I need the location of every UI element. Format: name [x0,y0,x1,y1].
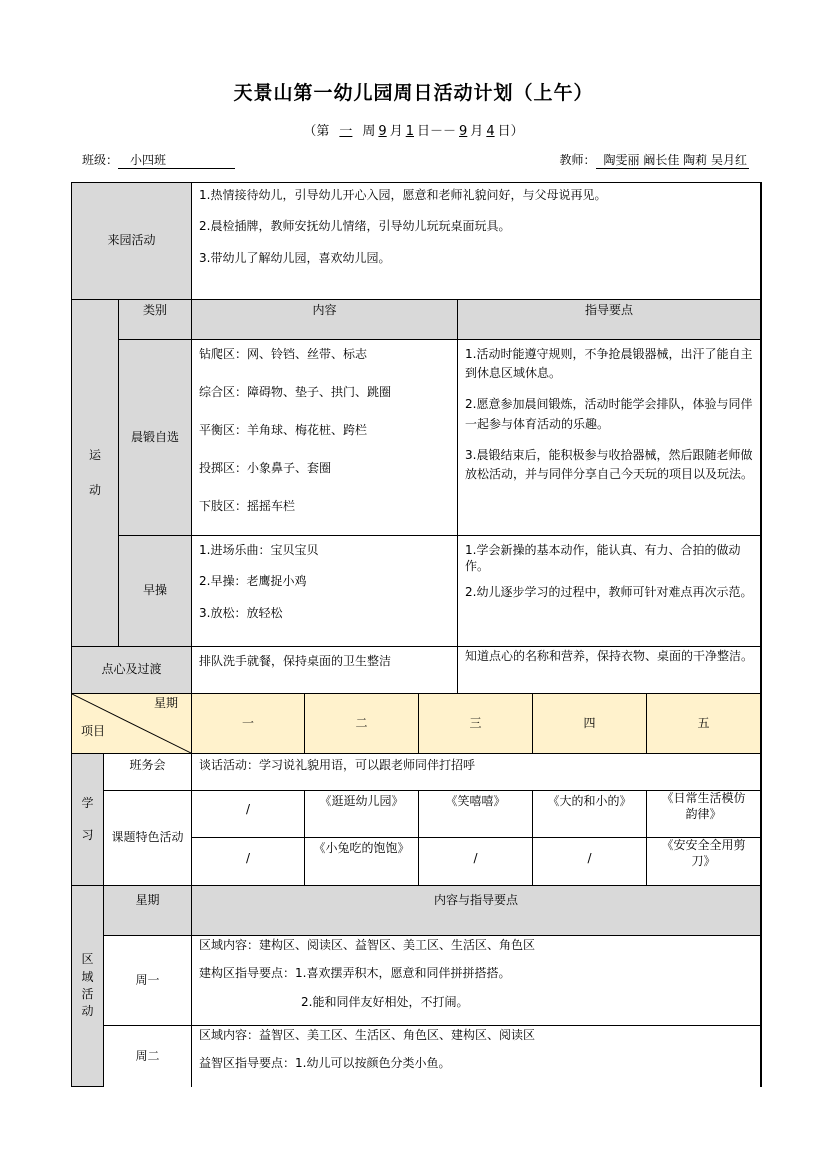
class-name: 小四班 [118,151,235,169]
points-header: 指导要点 [458,300,761,340]
topic-fri-1: 《日常生活模仿韵律》 [647,791,761,838]
area-weekday-header: 星期 [104,886,192,936]
class-meeting-label: 班务会 [104,754,192,791]
topic-thu-1: 《大的和小的》 [533,791,647,838]
topic-tue-1: 《逛逛幼儿园》 [305,791,419,838]
teacher-line: 教师： 陶雯丽 阚长佳 陶莉 吴月红 [559,153,747,167]
item-corner-label: 项目 [81,724,106,738]
area-tue-label: 周二 [104,1026,192,1087]
area-mon-label: 周一 [104,936,192,1026]
topic-wed-1: 《笑嘻嘻》 [419,791,533,838]
teacher-names: 陶雯丽 阚长佳 陶莉 吴月红 [596,151,749,169]
day-header-wed: 三 [419,694,533,754]
day-header-tue: 二 [305,694,419,754]
topic-wed-2: / [419,838,533,886]
arrival-label: 来园活动 [72,183,192,300]
arrival-content: 1.热情接待幼儿，引导幼儿开心入园，愿意和老师礼貌问好，与父母说再见。 2.晨检插牌，教师安抚幼儿情绪，引导幼儿玩玩桌面玩具。 3.带幼儿了解幼儿园，喜欢幼儿园。 [192,183,761,300]
area-tue-content: 区域内容：益智区、美工区、生活区、角色区、建构区、阅读区 益智区指导要点：1.幼儿可以按颜色分类小鱼。 [192,1026,761,1087]
date-range: （第 一 周 9 月 1 日－－ 9 月 4 日） [0,120,827,139]
topic-mon-2: / [192,838,305,886]
week-number: 一 [339,124,353,139]
page-title: 天景山第一幼儿园周日活动计划（上午） [233,82,594,104]
area-mon-content: 区域内容：建构区、阅读区、益智区、美工区、生活区、角色区 建构区指导要点：1.喜欢摆弄积木，愿意和同伴拼拼搭搭。 2.能和同伴友好相处，不打闹。 [192,936,761,1026]
topic-thu-2: / [533,838,647,886]
exercise-label: 早操 [119,536,192,647]
weekday-corner-label: 星期 [154,696,179,710]
content-header: 内容 [192,300,458,340]
day-header-fri: 五 [647,694,761,754]
topic-fri-2: 《安安全全用剪刀》 [647,838,761,886]
study-label: 学 习 [72,754,104,886]
snack-label: 点心及过渡 [72,647,192,694]
area-label: 区 域 活 动 [72,886,104,1087]
plan-table [71,182,762,1087]
topic-label: 课题特色活动 [104,791,192,886]
snack-content: 排队洗手就餐，保持桌面的卫生整洁 [192,647,458,694]
morning-exercise-points: 1.活动时能遵守规则，不争抢晨锻器械，出汗了能自主到休息区域休息。 2.愿意参加晨间锻炼，活动时能学会排队，体验与同伴一起参与体育活动的乐趣。 3.晨锻结束后，能积极参与收拾器械，然后跟随老师做放松活动，并与同伴分享自己今天玩的项目以及玩法。 [458,340,761,536]
day-header-thu: 四 [533,694,647,754]
snack-points: 知道点心的名称和营养，保持衣物、桌面的干净整洁。 [458,647,761,694]
class-line: 班级： 小四班 [82,151,235,169]
morning-exercise-label: 晨锻自选 [119,340,192,536]
exercise-points: 1.学会新操的基本动作，能认真、有力、合拍的做动作。 2.幼儿逐步学习的过程中，教师可针对难点再次示范。 [458,536,761,647]
sport-label: 运 动 [72,300,119,647]
area-content-header: 内容与指导要点 [192,886,761,936]
class-meeting-content: 谈话活动：学习说礼貌用语，可以跟老师同伴打招呼 [192,754,761,791]
exercise-content: 1.进场乐曲：宝贝宝贝 2.早操：老鹰捉小鸡 3.放松：放轻松 [192,536,458,647]
topic-tue-2: 《小兔吃的饱饱》 [305,838,419,886]
topic-mon-1: / [192,791,305,838]
category-header: 类别 [119,300,192,340]
morning-exercise-content: 钻爬区：网、铃铛、丝带、标志 综合区：障碍物、垫子、拱门、跳圈 平衡区：羊角球、梅花桩、跨栏 投掷区：小象鼻子、套圈 下肢区：摇摇车栏 [192,340,458,536]
weekday-corner [72,694,192,754]
day-header-mon: 一 [192,694,305,754]
